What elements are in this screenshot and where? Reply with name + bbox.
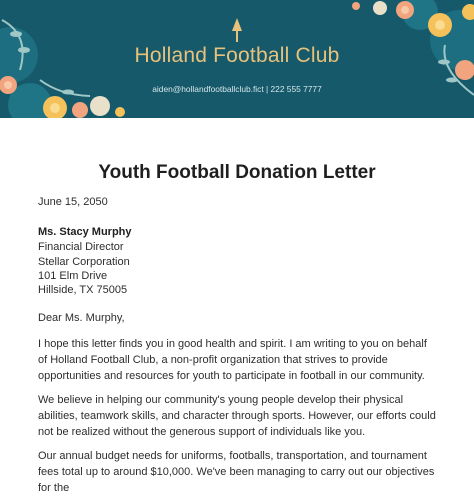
contact-info: aiden@hollandfootballclub.fict | 222 555 7777: [152, 84, 322, 94]
salutation: Dear Ms. Murphy,: [38, 312, 125, 324]
letter-date: June 15, 2050: [38, 196, 108, 208]
tree-icon: [230, 17, 244, 43]
body-paragraph: Our annual budget needs for uniforms, footballs, transportation, and tournament fees total up to around $10,000. We've been managing to carry out our objectives for the: [38, 450, 435, 495]
letter-title: Youth Football Donation Letter: [98, 162, 376, 183]
body-paragraph: We believe in helping our community's young people develop their physical abilities, teamwork skills, and character through sports. However, our efforts could not be realized without the generous support of individuals like you.: [38, 394, 436, 439]
recipient-city: Hillside, TX 75005: [38, 284, 128, 296]
recipient-title: Financial Director: [38, 241, 124, 253]
recipient-company: Stellar Corporation: [38, 256, 130, 268]
body-paragraph: I hope this letter finds you in good health and spirit. I am writing to you on behalf of Holland Football Club, a non-profit organization that strives to provide opportunities and resources for youth to participate in football in our community.: [38, 338, 427, 383]
recipient-street: 101 Elm Drive: [38, 270, 108, 282]
recipient-name: Ms. Stacy Murphy: [38, 226, 132, 238]
letterhead-banner: [0, 0, 474, 118]
club-name: Holland Football Club: [134, 44, 340, 67]
